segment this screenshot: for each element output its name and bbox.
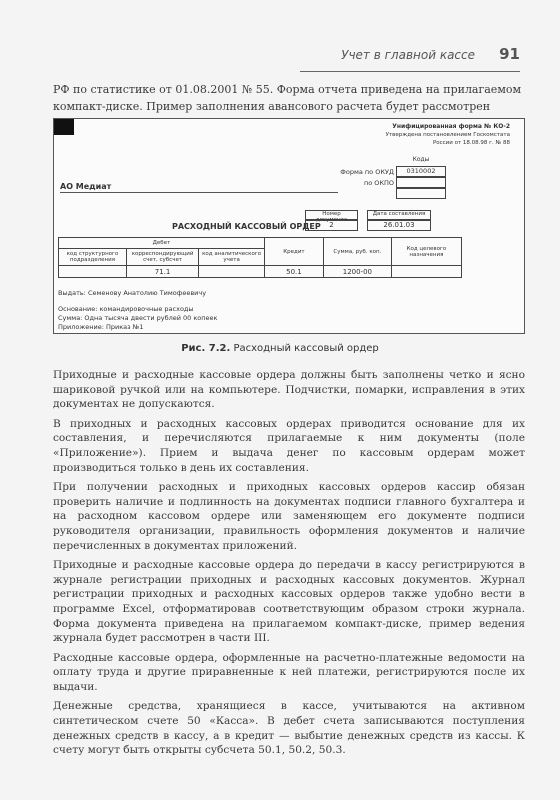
unified-form-label: Унифицированная форма № КО-2 <box>392 123 510 130</box>
debit-header: Дебет <box>59 238 265 249</box>
paragraph: При получении расходных и приходных кассовых ордеров кассир обязан проверить наличие и подлинность на документах подписи главного бухгалтера и на расходном кассовом ордере или заменяющем его документе подписи руководителя организации, правильность оформления документов и наличие перечисленных в документах приложений. <box>53 481 525 552</box>
section-title: Учет в главной кассе <box>341 48 475 62</box>
table-cell: 50.1 <box>264 266 323 278</box>
doc-date-header: Дата составления <box>367 210 431 220</box>
organization-name: АО Медиат <box>60 182 112 191</box>
table-cell <box>59 266 127 278</box>
paragraph: Приходные и расходные кассовые ордера должны быть заполнены четко и ясно шариковой ручкой или на компьютере. Подчистки, помарки, исправления в этих документах не допускаются. <box>53 369 525 411</box>
codes-label: Коды <box>412 156 430 163</box>
doc-date-value: 26.01.03 <box>367 220 431 231</box>
sum-words-line: Сумма: Одна тысяча двести рублей 00 копеек <box>58 314 218 322</box>
credit-header: Кредит <box>264 238 323 266</box>
intro-text: РФ по статистике от 01.08.2001 № 55. Форма отчета приведена на прилагаемом компакт-диске. Пример заполнения авансового расчета будет рассмотрен <box>53 83 522 113</box>
accounts-table <box>58 237 462 278</box>
figure-caption-text: Расходный кассовый ордер <box>233 343 379 354</box>
paragraph: Расходные кассовые ордера, оформленные на расчетно-платежные ведомости на оплату труда и другие приравненные к ней платежи, регистрируются после их выдачи. <box>53 651 525 693</box>
empty-code-box <box>396 188 446 199</box>
paragraph: В приходных и расходных кассовых ордерах приводится основание для их составления, и перечисляются прилагаемые к ним документы (поле «Приложение»). Прием и выдача денег по кассовым ордерам может производиться только в день их составления. <box>53 417 525 474</box>
running-header <box>300 44 520 72</box>
organization-underline <box>60 192 338 193</box>
corresponding-account-header: корреспондирующий счет, субсчет <box>126 249 198 266</box>
figure-caption <box>0 343 560 354</box>
black-corner-mark <box>54 119 74 135</box>
basis-line: Основание: командировочные расходы <box>58 305 194 313</box>
doc-number-header: Номер документа <box>305 210 358 220</box>
analytic-code-header: код аналитического учета <box>199 249 265 266</box>
okud-value: 0310002 <box>396 166 446 177</box>
approval-line-1: Утверждена постановлением Госкомстата <box>385 132 510 138</box>
figure-label: Рис. 7.2. <box>181 343 231 354</box>
amount-header: Сумма, руб. коп. <box>323 238 391 266</box>
page-number: 91 <box>499 45 520 63</box>
table-cell <box>391 266 461 278</box>
table-cell: 71.1 <box>126 266 198 278</box>
okud-label: Форма по ОКУД <box>340 168 394 176</box>
header-rule <box>300 71 520 72</box>
table-cell: 1200-00 <box>323 266 391 278</box>
body-text <box>53 368 525 763</box>
attachment-line: Приложение: Приказ №1 <box>58 323 144 331</box>
approval-line-2: России от 18.08.98 г. № 88 <box>432 140 510 146</box>
okpo-value <box>396 177 446 188</box>
paragraph: Приходные и расходные кассовые ордера до передачи в кассу регистрируются в журнале регистрации приходных и расходных кассовых документов. Журнал регистрации приходных и расходных кассовых ордеров также удобно вести в программе Excel, отформатировав соответствующим образом строки журнала. Форма документа приведена на прилагаемом компакт-диске, пример ведения журнала будет рассмотрен в части III. <box>53 559 525 645</box>
doc-number-value: 2 <box>305 220 358 231</box>
structural-unit-header: код структурного подразделения <box>59 249 127 266</box>
issue-line: Выдать: Семенову Анатолию Тимофеевичу <box>58 289 207 297</box>
table-cell <box>199 266 265 278</box>
purpose-code-header: Код целевого назначения <box>391 238 461 266</box>
cash-order-form-figure <box>53 118 525 334</box>
paragraph: Денежные средства, хранящиеся в кассе, учитываются на активном синтетическом счете 50 «Касса». В дебет счета записываются поступления денежных средств в кассу, а в кредит — выбытие денежных средств из кассы. К счету могут быть открыты субсчета 50.1, 50.2, 50.3. <box>53 700 525 757</box>
okpo-label: по ОКПО <box>363 179 394 187</box>
form-title: РАСХОДНЫЙ КАССОВЫЙ ОРДЕР <box>172 222 321 231</box>
